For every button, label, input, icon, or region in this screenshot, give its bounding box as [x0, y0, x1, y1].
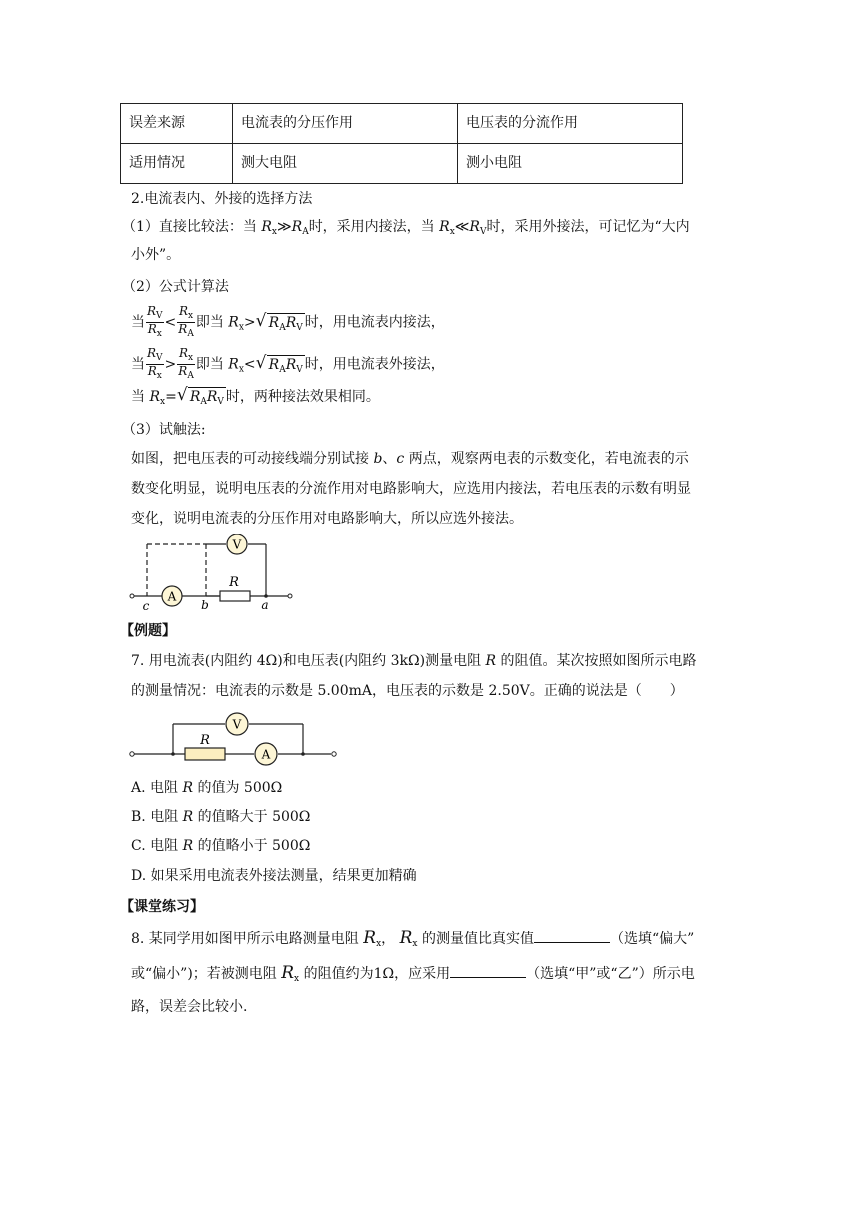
example-heading: 【例题】 [120, 623, 176, 639]
method3-para-2: 数变化明显，说明电压表的分流作用对电路影响大，应选用内接法，若电压表的示数有明显 [131, 481, 691, 497]
symbol: x [160, 397, 166, 407]
method1-line1 [122, 216, 690, 243]
ammeter-label: A [167, 589, 177, 604]
comparison-table [120, 103, 683, 184]
circuit-diagram-trial [126, 534, 302, 612]
table-cell: 电压表的分流作用 [458, 104, 683, 144]
symbol: R [285, 356, 297, 373]
ammeter-label: A [261, 747, 271, 762]
option-a[interactable] [131, 777, 282, 799]
symbol: x [271, 227, 277, 237]
node-label-c: c [142, 599, 150, 612]
symbol: V [156, 311, 163, 321]
symbol: V [156, 353, 163, 363]
symbol: R [178, 364, 188, 378]
terminal-icon [288, 594, 292, 598]
text: > [243, 314, 256, 331]
table-cell: 电流表的分压作用 [233, 104, 458, 144]
symbol: A [187, 329, 194, 339]
voltmeter-label: V [232, 537, 242, 552]
question-7-line1 [131, 650, 697, 672]
text: 当 [131, 389, 150, 405]
circuit-diagram-example [128, 708, 340, 770]
practice-heading: 【课堂练习】 [120, 899, 204, 915]
formula-3 [131, 386, 380, 413]
symbol: V [479, 227, 487, 237]
table-cell: 误差来源 [121, 104, 233, 144]
table-cell: 适用情况 [121, 144, 233, 184]
resistor-icon [220, 591, 250, 601]
symbol: x [376, 939, 382, 949]
symbol: R [399, 928, 413, 948]
symbol: R [147, 346, 157, 360]
text: 时，用电流表外接法， [304, 356, 445, 373]
symbol: R [228, 314, 239, 331]
sqrt: √ $R_AR_V$ [256, 312, 305, 337]
table-cell: 测大电阻 [233, 144, 458, 184]
table-row [121, 144, 683, 184]
text: 、 [382, 451, 397, 467]
sqrt: √ $R_AR_V$ [177, 386, 226, 411]
fraction [177, 347, 195, 382]
node-icon [171, 752, 175, 756]
symbol: R [182, 809, 194, 825]
text: 当 [131, 314, 145, 331]
symbol: R [147, 304, 157, 318]
text: > [164, 356, 177, 373]
table-cell: 测小电阻 [458, 144, 683, 184]
text: 时，用电流表内接法， [304, 314, 445, 331]
symbol: x [156, 329, 162, 339]
option-d[interactable]: D. 如果采用电流表外接法测量，结果更加精确 [131, 868, 417, 884]
method2-title: （2）公式计算法 [122, 279, 229, 295]
text: 8. 某同学用如图甲所示电路测量电阻 [131, 931, 364, 947]
symbol: R [206, 389, 218, 405]
text: 的值略大于 500Ω [193, 809, 311, 825]
fraction [177, 305, 195, 340]
text: B. 电阻 [131, 809, 183, 825]
symbol: x [156, 371, 162, 381]
text: 的值略小于 500Ω [193, 838, 311, 854]
symbol: A [302, 227, 309, 237]
symbol: R [182, 780, 194, 796]
text: （1）直接比较法：当 [122, 219, 262, 235]
node-icon [301, 752, 305, 756]
text: 即当 [195, 356, 229, 373]
symbol: x [412, 939, 418, 949]
resistor-label: R [200, 733, 210, 748]
symbol: R [268, 356, 280, 373]
question-7-line2: 的测量情况：电流表的示数是 5.00mA，电压表的示数是 2.50V。正确的说法是（ ） [131, 683, 684, 699]
symbol: x [238, 322, 244, 333]
symbol: x [188, 311, 194, 321]
symbol: A [279, 364, 286, 375]
text: A. 电阻 [131, 780, 183, 796]
method3-para-1 [131, 448, 689, 470]
symbol: R [147, 322, 157, 336]
resistor-label: R [229, 575, 239, 590]
symbol: x [188, 353, 194, 363]
text: < [243, 356, 256, 373]
text: 7. 用电流表(内阻约 4Ω)和电压表(内阻约 3kΩ)测量电阻 [131, 653, 486, 669]
answer-blank[interactable] [534, 928, 610, 943]
symbol: R [439, 219, 450, 235]
terminal-icon [332, 752, 336, 756]
symbol: R [485, 653, 497, 669]
text: 的值为 500Ω [193, 780, 283, 796]
text: 时，两种接法效果相同。 [225, 389, 380, 405]
question-8-line3: 路，误差会比较小. [131, 999, 248, 1015]
terminal-icon [130, 752, 134, 756]
answer-blank[interactable] [450, 963, 526, 978]
method3-title: （3）试触法: [122, 422, 206, 438]
symbol: A [279, 322, 286, 333]
symbol: x [238, 364, 244, 375]
symbol: R [178, 304, 189, 318]
symbol: A [200, 397, 207, 407]
symbol: x [294, 974, 300, 984]
symbol: R [178, 346, 189, 360]
formula-2 [131, 347, 445, 382]
question-8-line2 [131, 962, 695, 990]
text: ≪ [454, 219, 470, 235]
text: ， [381, 931, 400, 947]
text: ，应采用 [394, 966, 451, 982]
text: C. 电阻 [131, 838, 183, 854]
resistor-icon [185, 748, 225, 760]
text: = [165, 389, 177, 405]
symbol: V [217, 397, 224, 407]
fraction [146, 305, 164, 340]
option-b[interactable] [131, 806, 310, 828]
symbol: R [363, 928, 377, 948]
method3-para-3: 变化，说明电流表的分压作用对电路影响大，所以应选外接法。 [131, 511, 523, 527]
symbol: A [187, 371, 194, 381]
node-label-b: b [201, 598, 209, 612]
text: 即当 [195, 314, 229, 331]
symbol: x [449, 227, 455, 237]
text: 或“偏小”)；若被测电阻 [131, 966, 282, 982]
symbol: V [296, 322, 303, 333]
symbol: R [281, 963, 295, 983]
text: 的阻值。某次按照如图所示电路 [496, 653, 697, 669]
text: （选填“甲”或“乙”）所示电 [526, 966, 695, 982]
symbol: R [285, 314, 297, 331]
text: 的测量值比真实值 [417, 931, 534, 947]
option-c[interactable] [131, 835, 310, 857]
symbol: R [178, 322, 188, 336]
formula-1 [131, 305, 445, 340]
symbol: R [149, 389, 160, 405]
resistance-value: 1Ω [373, 966, 395, 982]
symbol: R [268, 314, 280, 331]
text: 如图，把电压表的可动接线端分别试接 [131, 451, 374, 467]
symbol: V [296, 364, 303, 375]
section-title: 2.电流表内、外接的选择方法 [131, 191, 313, 207]
node-label-a: a [261, 598, 269, 612]
method1-line2: 小外”。 [131, 247, 181, 263]
fraction [146, 347, 164, 382]
text: 时，采用内接法，当 [308, 219, 440, 235]
symbol: b [373, 451, 383, 467]
symbol: R [147, 364, 157, 378]
table-row [121, 104, 683, 144]
text: 两点，观察两电表的示数变化，若电流表的示 [404, 451, 689, 467]
text: 时，采用外接法，可记忆为“大内 [486, 219, 690, 235]
symbol: c [396, 451, 405, 467]
symbol: R [182, 838, 194, 854]
text: （选填“偏大” [609, 931, 695, 947]
symbol: R [469, 219, 480, 235]
text: 的阻值约为 [299, 966, 374, 982]
symbol: R [261, 219, 272, 235]
symbol: R [228, 356, 239, 373]
voltmeter-label: V [232, 717, 242, 732]
symbol: R [291, 219, 303, 235]
text: ≫ [276, 219, 292, 235]
text: 当 [131, 356, 145, 373]
text: < [164, 314, 177, 331]
sqrt: √ $R_AR_V$ [256, 354, 305, 379]
question-8-line1 [131, 927, 694, 955]
terminal-icon [130, 594, 134, 598]
symbol: R [189, 389, 201, 405]
